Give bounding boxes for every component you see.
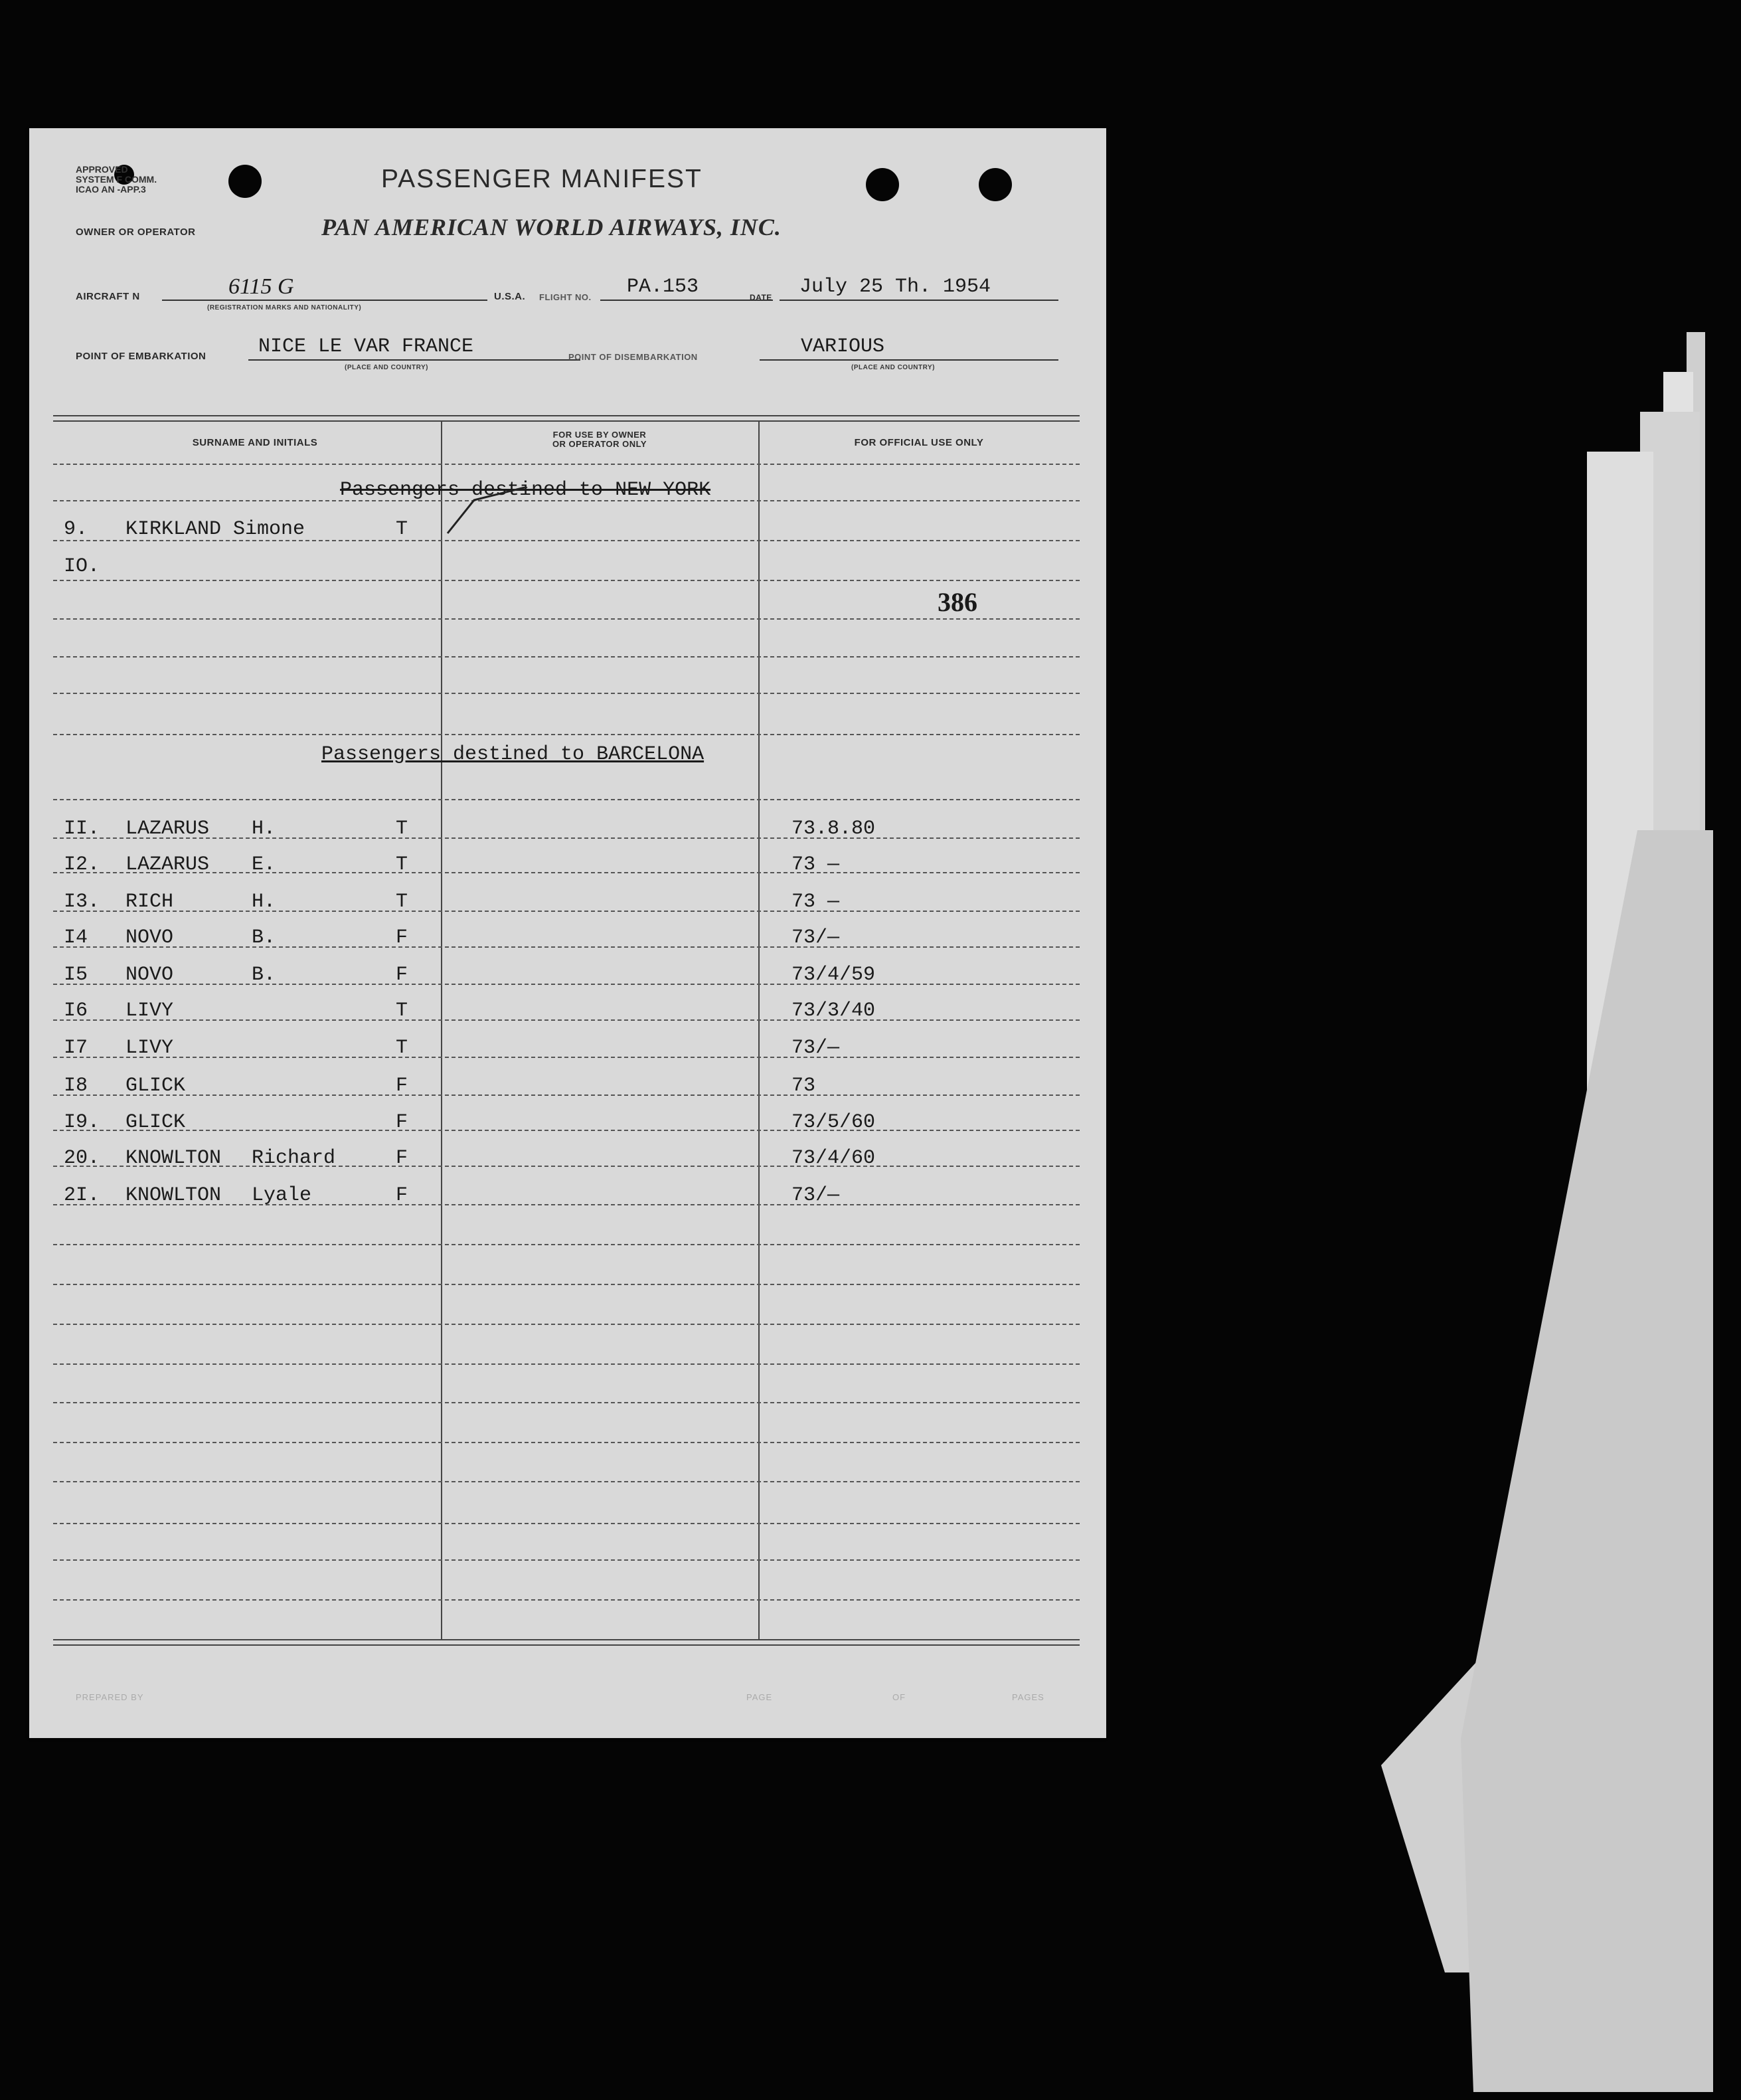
passenger-number: I4 <box>64 926 88 949</box>
aircraft-sublabel: (REGISTRATION MARKS AND NATIONALITY) <box>207 304 362 311</box>
disembark-line <box>760 359 1058 361</box>
disembark-value: VARIOUS <box>801 335 885 358</box>
embark-value: NICE LE VAR FRANCE <box>258 335 474 358</box>
col-owner-header-line: OR OPERATOR ONLY <box>552 439 647 449</box>
approval-line: ICAO AN -APP.3 <box>76 184 146 195</box>
passenger-surname: GLICK <box>125 1075 186 1097</box>
row-rule <box>53 1284 1080 1285</box>
date-line <box>780 300 1058 301</box>
aircraft-label: AIRCRAFT N <box>76 291 140 302</box>
passenger-initial: B. <box>252 926 276 949</box>
passenger-initial: H. <box>252 891 276 913</box>
row-rule <box>53 580 1080 581</box>
punch-hole <box>228 165 262 198</box>
passenger-initial: B. <box>252 964 276 986</box>
passenger-class-code: F <box>396 926 408 949</box>
official-number: 386 <box>938 587 977 617</box>
row-rule <box>53 1094 1080 1096</box>
embark-sublabel: (PLACE AND COUNTRY) <box>345 364 428 371</box>
row-rule <box>53 618 1080 620</box>
passenger-class-code: F <box>396 1184 408 1207</box>
passenger-number: 2I. <box>64 1184 100 1207</box>
passenger-number: IO. <box>64 555 100 578</box>
row-rule <box>53 1363 1080 1365</box>
passenger-surname: KNOWLTON <box>125 1147 222 1170</box>
passenger-initial: E. <box>252 853 276 876</box>
footer-page: PAGE <box>746 1692 773 1702</box>
date-value: July 25 Th. 1954 <box>799 276 991 298</box>
owner-label: OWNER OR OPERATOR <box>76 226 196 238</box>
manifest-sheet <box>29 128 1106 1738</box>
footer-pages: PAGES <box>1012 1692 1044 1702</box>
row-rule <box>53 1019 1080 1021</box>
footer-prepared: PREPARED BY <box>76 1692 144 1702</box>
passenger-initial: H. <box>252 818 276 840</box>
passenger-class-code: T <box>396 518 408 541</box>
row-rule <box>53 946 1080 948</box>
passenger-official-entry: 73 <box>791 1075 816 1097</box>
row-rule <box>53 1130 1080 1131</box>
col-owner-header-line: FOR USE BY OWNER <box>552 430 647 440</box>
disembark-sublabel: (PLACE AND COUNTRY) <box>851 364 935 371</box>
passenger-class-code: F <box>396 1111 408 1134</box>
embark-line <box>248 359 580 361</box>
passenger-official-entry: 73 — <box>791 853 840 876</box>
row-rule <box>53 911 1080 912</box>
passenger-surname: LAZARUS <box>125 818 210 840</box>
owner-value: PAN AMERICAN WORLD AIRWAYS, INC. <box>321 214 782 240</box>
passenger-surname: LAZARUS <box>125 853 210 876</box>
approval-line: APPROVED <box>76 164 128 175</box>
col-official-header: FOR OFFICIAL USE ONLY <box>854 437 984 448</box>
passenger-official-entry: 73/4/59 <box>791 964 876 986</box>
passenger-class-code: F <box>396 1075 408 1097</box>
passenger-class-code: T <box>396 1037 408 1059</box>
row-rule <box>53 984 1080 985</box>
checkmark <box>434 487 534 540</box>
passenger-class-code: T <box>396 853 408 876</box>
passenger-class-code: T <box>396 818 408 840</box>
approval-note <box>76 165 157 195</box>
passenger-number: I8 <box>64 1075 88 1097</box>
row-rule <box>53 464 1080 465</box>
passenger-class-code: T <box>396 891 408 913</box>
table-bottom-rule <box>53 1639 1080 1640</box>
flight-label: FLIGHT NO. <box>539 292 592 302</box>
passenger-number: I3. <box>64 891 100 913</box>
passenger-surname: KIRKLAND Simone <box>125 518 305 541</box>
passenger-surname: GLICK <box>125 1111 186 1134</box>
row-rule <box>53 1523 1080 1524</box>
passenger-official-entry: 73/5/60 <box>791 1111 876 1134</box>
aircraft-value: 6115 G <box>228 274 294 299</box>
passenger-surname: LIVY <box>125 1000 174 1022</box>
aircraft-line <box>162 300 487 301</box>
usa-label: U.S.A. <box>494 291 526 302</box>
passenger-surname: RICH <box>125 891 174 913</box>
passenger-official-entry: 73/3/40 <box>791 1000 876 1022</box>
passenger-initial: Lyale <box>252 1184 312 1207</box>
passenger-initial: Richard <box>252 1147 336 1170</box>
table-bottom-rule <box>53 1644 1080 1646</box>
punch-hole <box>866 168 899 201</box>
date-label: DATE <box>750 293 772 302</box>
row-rule <box>53 1057 1080 1058</box>
row-rule <box>53 799 1080 800</box>
flight-line <box>600 300 773 301</box>
punch-hole <box>979 168 1012 201</box>
row-rule <box>53 1402 1080 1403</box>
col-surname-header: SURNAME AND INITIALS <box>192 437 318 448</box>
row-rule <box>53 1442 1080 1443</box>
column-divider <box>758 420 760 1639</box>
approval-line: SYSTEM F COMM. <box>76 174 157 185</box>
passenger-class-code: T <box>396 1000 408 1022</box>
passenger-surname: NOVO <box>125 926 174 949</box>
table-top-rule <box>53 420 1080 422</box>
form-title: PASSENGER MANIFEST <box>381 165 703 193</box>
footer-of: OF <box>892 1692 906 1702</box>
row-rule <box>53 1244 1080 1245</box>
disembark-label: POINT OF DISEMBARKATION <box>568 352 698 362</box>
row-rule <box>53 1481 1080 1482</box>
passenger-number: I9. <box>64 1111 100 1134</box>
passenger-number: I6 <box>64 1000 88 1022</box>
passenger-number: II. <box>64 818 100 840</box>
passenger-surname: LIVY <box>125 1037 174 1059</box>
passenger-official-entry: 73/4/60 <box>791 1147 876 1170</box>
passenger-number: I5 <box>64 964 88 986</box>
passenger-surname: KNOWLTON <box>125 1184 222 1207</box>
section-heading-new-york: Passengers destined to NEW-YORK <box>340 479 711 501</box>
row-rule <box>53 1599 1080 1601</box>
passenger-official-entry: 73.8.80 <box>791 818 876 840</box>
passenger-surname: NOVO <box>125 964 174 986</box>
row-rule <box>53 1324 1080 1325</box>
row-rule <box>53 734 1080 735</box>
passenger-official-entry: 73/— <box>791 1037 840 1059</box>
section-heading-barcelona: Passengers destined to BARCELONA <box>321 743 705 766</box>
passenger-class-code: F <box>396 964 408 986</box>
passenger-official-entry: 73 — <box>791 891 840 913</box>
passenger-number: 20. <box>64 1147 100 1170</box>
passenger-official-entry: 73/— <box>791 1184 840 1207</box>
col-owner-header <box>441 430 758 449</box>
passenger-official-entry: 73/— <box>791 926 840 949</box>
passenger-class-code: F <box>396 1147 408 1170</box>
row-rule <box>53 1559 1080 1561</box>
row-rule <box>53 656 1080 657</box>
flight-value: PA.153 <box>627 276 699 298</box>
passenger-number: I2. <box>64 853 100 876</box>
embark-label: POINT OF EMBARKATION <box>76 351 207 362</box>
passenger-number: I7 <box>64 1037 88 1059</box>
passenger-number: 9. <box>64 518 88 541</box>
table-top-rule <box>53 415 1080 416</box>
column-divider <box>441 420 442 1639</box>
row-rule <box>53 693 1080 694</box>
